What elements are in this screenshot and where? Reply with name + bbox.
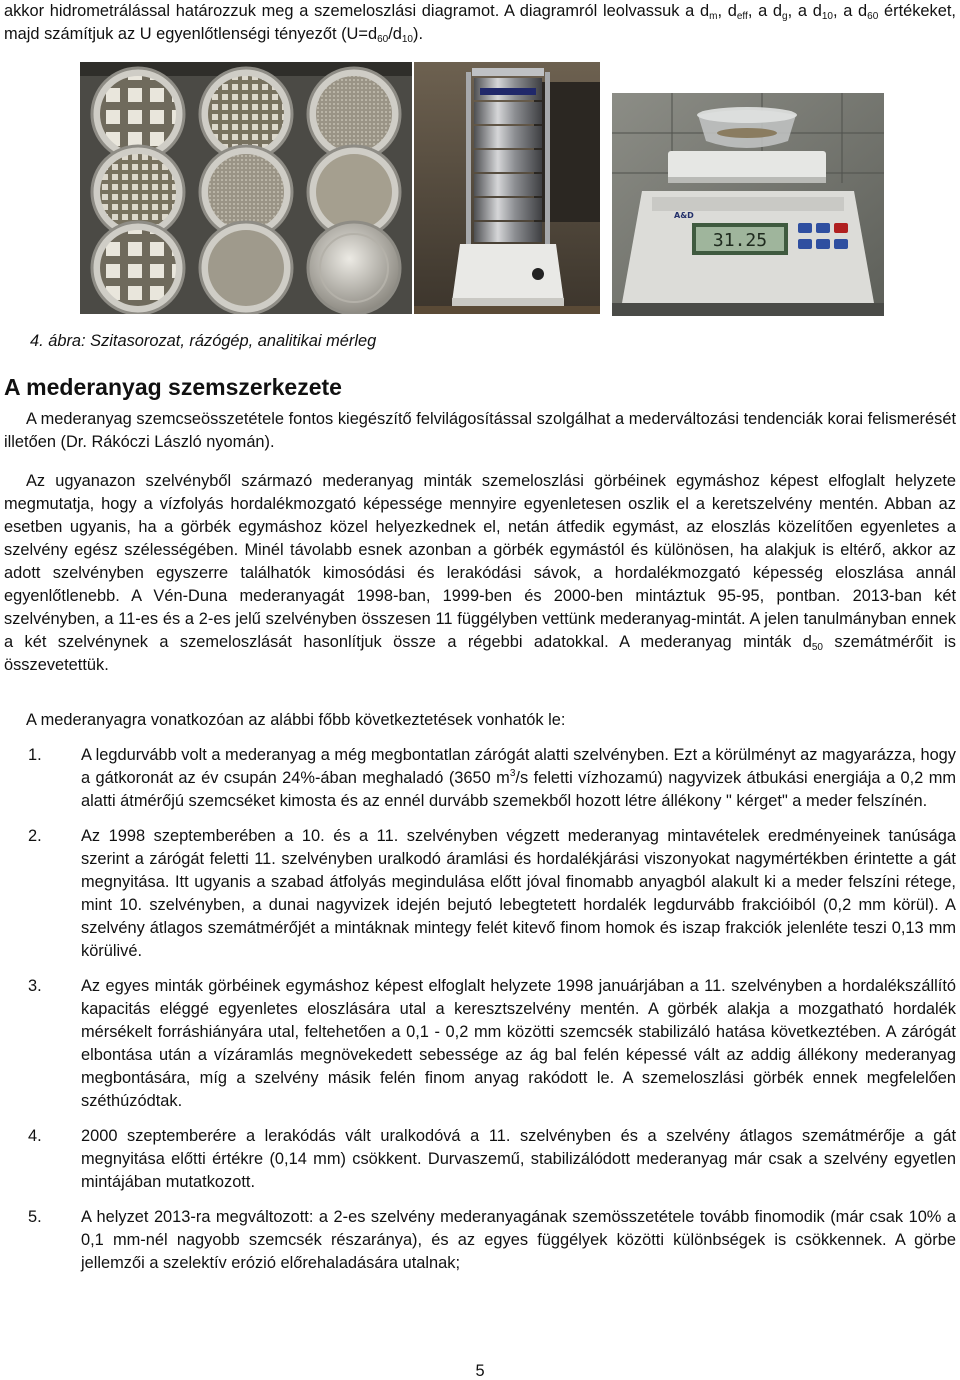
list-number: 1. bbox=[28, 746, 42, 764]
list-text: Az egyes minták görbéinek egymáshoz képest elfoglalt helyzete 1998 januárjában a 11. szelvényben a hordalékszállító kapacitás eléggé egyenletes eloszlására utal a keresztszelvény mentén. A görbék alakja a mozgatható hordalék mérsékelt forráshiányára utal, feltehetően a 0,1 - 0,2 mm közötti szemcsék stabilizáló hatása következtében. A zárógát elbontása után a vízáramlás megnövekedett sebessége az ág bal felén képessé vált az addig állékony mederanyag megbontására, míg a szelvény másik felén finom anyag rakódott le. A szemeloszlási görbék ennek megfelelően széthúzódtak. bbox=[81, 977, 956, 1110]
list-text: 2000 szeptemberére a lerakódás vált uralkodóvá a 11. szelvényben és a szelvény átlagos szemátmérője a gát megnyitása előtti értékre (0,14 mm) csökkent. Durvaszemű, stabilizálódott mederanyag már csak a szelvény egyetlen mintájában mutatkozott. bbox=[81, 1127, 956, 1191]
list-number: 3. bbox=[28, 977, 42, 995]
paragraph-main bbox=[4, 470, 956, 677]
list-item bbox=[4, 975, 956, 1113]
intro-text: értékeket, majd számítjuk az U egyenlőtlenségi tényezőt (U=d bbox=[4, 2, 956, 43]
list-number: 4. bbox=[28, 1127, 42, 1145]
list-number: 2. bbox=[28, 827, 42, 845]
subscript: m bbox=[709, 11, 718, 22]
intro-text: , a d bbox=[832, 2, 868, 20]
intro-text: /d bbox=[388, 25, 402, 43]
list-item bbox=[4, 744, 956, 813]
subscript: 60 bbox=[377, 34, 389, 45]
subscript: 50 bbox=[811, 642, 823, 653]
intro-text: , d bbox=[717, 2, 737, 20]
list-item bbox=[4, 825, 956, 963]
list-text: A legdurvább volt a mederanyag a még megbontatlan zárógát alatti szelvényben. Ezt a körülményt az magyarázza, hogy a gátkoronát az év csupán 24%-ában meghaladó (3650 m bbox=[81, 746, 956, 787]
list-text: A helyzet 2013-ra megváltozott: a 2-es szelvény mederanyagának szemösszetétele tovább finomodik (már csak 10% a 0,1 mm-nél nagyobb szemcsék részaránya), és az egyes függélyek közötti különbségek is csökkennek. A görbe jellemzői a szelektív erózió előrehaladására utalnak; bbox=[81, 1208, 956, 1272]
intro-text: , a d bbox=[787, 2, 822, 20]
subscript: 60 bbox=[867, 11, 879, 22]
subscript: 10 bbox=[401, 34, 413, 45]
figure-caption: 4. ábra: Szitasorozat, rázógép, analitikai mérleg bbox=[30, 332, 377, 350]
paragraph-text: szemátmérőit is összevetettük. bbox=[4, 633, 957, 674]
intro-text: ). bbox=[413, 25, 424, 43]
subscript: eff bbox=[736, 11, 748, 22]
page-number: 5 bbox=[475, 1362, 485, 1380]
list-item bbox=[4, 1206, 956, 1275]
paragraph-conclusions-lead: A mederanyagra vonatkozóan az alábbi főbb következtetések vonhatók le: bbox=[26, 711, 566, 729]
balance-brand-logo: A&D bbox=[674, 211, 694, 220]
subscript: g bbox=[782, 11, 788, 22]
intro-text: , a d bbox=[747, 2, 783, 20]
subscript: 10 bbox=[821, 11, 833, 22]
list-item bbox=[4, 1125, 956, 1194]
sieve-shaker-photo bbox=[414, 62, 600, 314]
balance-display-readout: 31.25 bbox=[712, 230, 768, 251]
intro-paragraph bbox=[4, 0, 956, 46]
list-text: Az 1998 szeptemberében a 10. és a 11. szelvényben végzett mederanyag mintavételek eredményeinek tanúsága szerint a zárógát feletti 11. szelvényben uralkodó áramlási és hordalékjárási viszonyokat nagymértékben érintette a gát megnyitása. Itt ugyanis a szabad átfolyás megindulása előtt jóval finomabb anyagból alakult ki a meder felszíni rétege, mint 10. szelvényben, a dunai nagyvizek idején bejutó lebegtetett hordalék legdurvább frakcióiból (0,2 mm körül). A szelvény átlagos szemátmérőjét a mintáknak mintegy felét kitevő finom homok és iszap frakciók jelenléte teszi 0,13 mm körülivé. bbox=[81, 827, 956, 960]
paragraph-intro: A mederanyag szemcseösszetétele fontos kiegészítő felvilágosítással szolgálhat a mederváltozási tendenciák korai felismerését illetően (Dr. Rákóczi László nyomán). bbox=[4, 410, 956, 451]
intro-text: akkor hidrometrálással határozzuk meg a szemeloszlási diagramot. A diagramról leolvassuk a d bbox=[4, 2, 710, 20]
paragraph-text: Az ugyanazon szelvényből származó mederanyag minták szemeloszlási görbéinek egymáshoz képest elfoglalt helyzete megmutatja, hogy a vízfolyás hordalékmozgató képessége mennyire egyenletesen oszlik el a keretszelvény mentén. Abban az esetben ugyanis, ha a görbék egymáshoz közel helyezkednek el, netán átfedik egymást, az eloszlás közelítően egyenletes a szelvény egész szélességében. Minél távolabb esnek azonban a görbék egymástól és különösen, ha alakjuk is eltérő, akkor az adott szelvényben egyszerre találhatók kimosódási és lerakódási sávok, a hordalékmozgató képesség eloszlása annál egyenlőtlenebb. A Vén-Duna mederanyagát 1998-ban, 1999-ben és 2000-ben mintáztuk 95-95, pontban. 2013-ban két szelvényben, a 11-es és a 2-es jelű szelvényben összesen 11 függélyben vettünk mederanyag-mintát. A jelen tanulmányban ennek a két szelvénynek a szemeloszlását hasonlítjuk össze a régebbi adatokkal. A mederanyag minták d bbox=[4, 472, 956, 651]
section-heading: A mederanyag szemszerkezete bbox=[4, 374, 342, 400]
list-number: 5. bbox=[28, 1208, 42, 1226]
conclusions-list bbox=[4, 744, 956, 1287]
superscript: 3 bbox=[509, 768, 516, 779]
list-text: /s feletti vízhozamú) nagyvizek átbukási energiája a 0,2 mm alatti átmérőjú szemcséket kimosta és az ennél durvább szemekből hozott létre állékony " kérget" a meder felszínén. bbox=[81, 769, 956, 810]
analytical-balance-photo bbox=[612, 93, 884, 316]
sieve-set-photo bbox=[80, 62, 412, 314]
